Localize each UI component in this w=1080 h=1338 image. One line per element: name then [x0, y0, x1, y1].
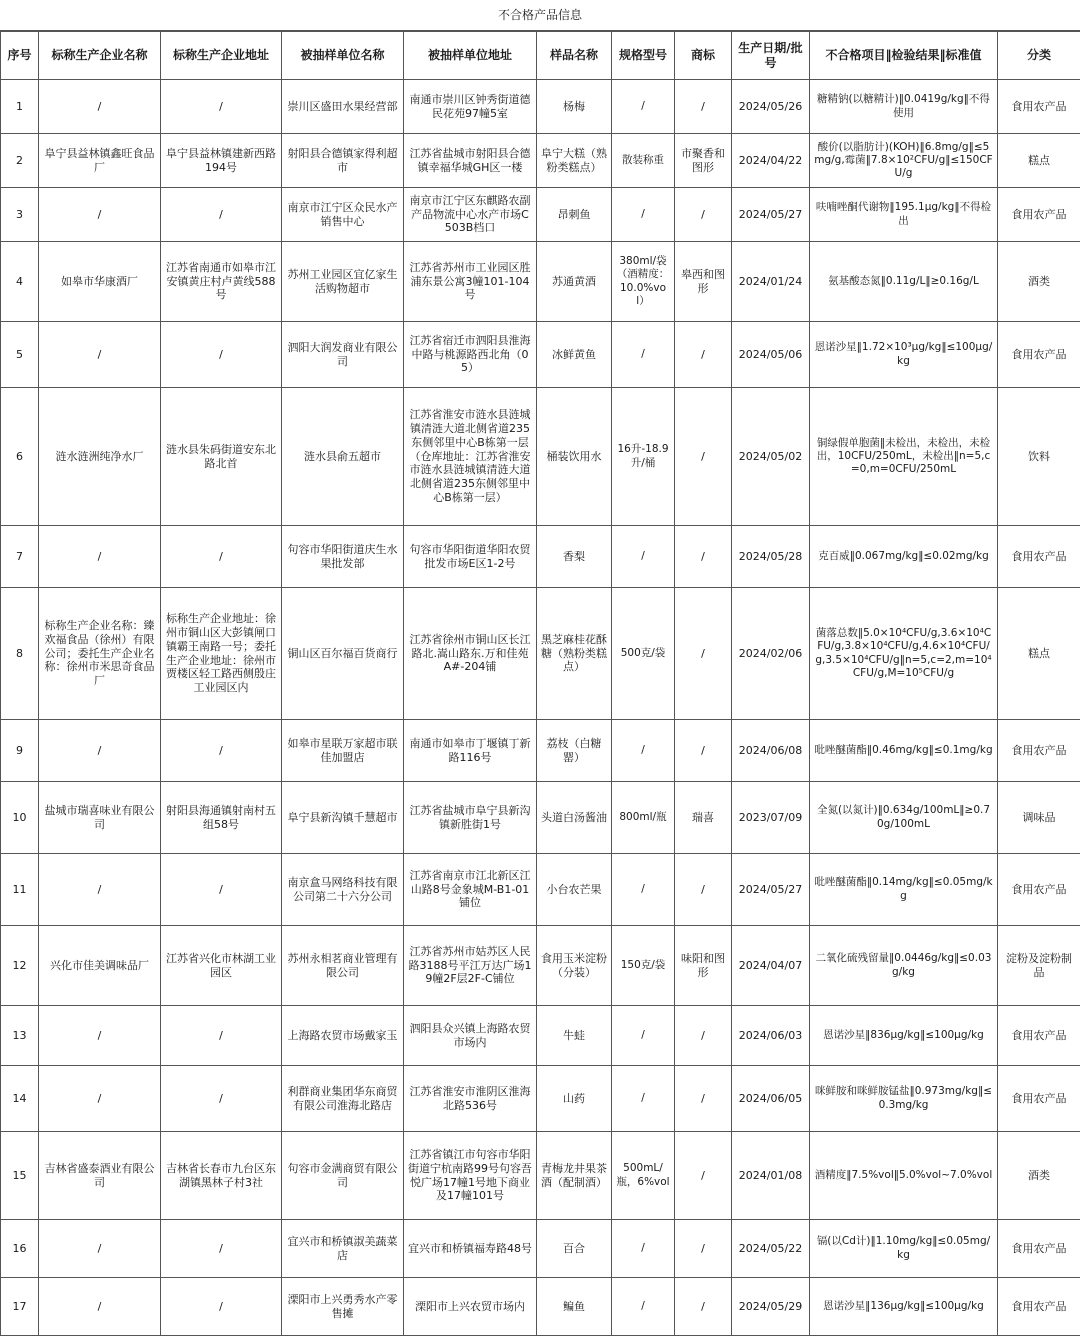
- table-cell: 10: [1, 782, 39, 854]
- table-cell: 涟水县俞五超市: [282, 388, 404, 526]
- table-cell: /: [675, 80, 732, 134]
- table-cell: 铜山区百尔福百货商行: [282, 588, 404, 720]
- col-header: 不合格项目‖检验结果‖标准值: [810, 32, 998, 80]
- table-cell: /: [161, 80, 282, 134]
- table-cell: /: [675, 388, 732, 526]
- table-row: [1, 854, 1080, 926]
- table-cell: /: [39, 80, 161, 134]
- table-cell: 泗阳大润发商业有限公司: [282, 322, 404, 388]
- table-cell: 味阳和图形: [675, 926, 732, 1006]
- table-cell: 2024/05/29: [732, 1278, 810, 1336]
- table-cell: 食用农产品: [998, 80, 1080, 134]
- table-cell: 2024/01/24: [732, 242, 810, 322]
- table-cell: 射阳县海通镇射南村五组58号: [161, 782, 282, 854]
- table-cell: /: [612, 188, 675, 242]
- table-cell: /: [161, 720, 282, 782]
- table-cell: 兴化市佳美调味品厂: [39, 926, 161, 1006]
- table-cell: 句容市华阳街道庆生水果批发部: [282, 526, 404, 588]
- table-cell: 2024/04/22: [732, 134, 810, 188]
- col-header: 生产日期/批号: [732, 32, 810, 80]
- col-header: 被抽样单位名称: [282, 32, 404, 80]
- table-cell: /: [161, 526, 282, 588]
- table-cell: 崇川区盛田水果经营部: [282, 80, 404, 134]
- table-cell: /: [39, 1220, 161, 1278]
- table-cell: 皋西和图形: [675, 242, 732, 322]
- table-cell: 百合: [537, 1220, 612, 1278]
- table-cell: 镉(以Cd计)‖1.10mg/kg‖≤0.05mg/kg: [810, 1220, 998, 1278]
- table-cell: 江苏省南京市江北新区江山路8号金象城M-B1-01铺位: [404, 854, 537, 926]
- table-cell: 12: [1, 926, 39, 1006]
- table-cell: 1: [1, 80, 39, 134]
- table-cell: 2024/05/06: [732, 322, 810, 388]
- table-cell: 氨基酸态氮‖0.11g/L‖≥0.16g/L: [810, 242, 998, 322]
- table-cell: 2024/02/06: [732, 588, 810, 720]
- table-title: 不合格产品信息: [0, 0, 1080, 31]
- table-cell: /: [612, 854, 675, 926]
- table-cell: 句容市金满商贸有限公司: [282, 1132, 404, 1220]
- table-cell: /: [39, 526, 161, 588]
- table-cell: 2024/05/28: [732, 526, 810, 588]
- table-cell: 宜兴市和桥镇福寿路48号: [404, 1220, 537, 1278]
- table-cell: /: [675, 588, 732, 720]
- table-cell: /: [675, 1132, 732, 1220]
- table-cell: 2024/06/08: [732, 720, 810, 782]
- table-cell: /: [39, 720, 161, 782]
- table-cell: 2024/05/27: [732, 188, 810, 242]
- table-cell: /: [161, 322, 282, 388]
- table-cell: 饮料: [998, 388, 1080, 526]
- table-cell: 苏州工业园区宜亿家生活购物超市: [282, 242, 404, 322]
- table-cell: 2024/05/02: [732, 388, 810, 526]
- table-cell: 4: [1, 242, 39, 322]
- table-cell: 6: [1, 388, 39, 526]
- table-cell: /: [675, 1006, 732, 1066]
- table-cell: 江苏省盐城市射阳县合德镇幸福华城GH区一楼: [404, 134, 537, 188]
- table-row: [1, 926, 1080, 1006]
- table-cell: /: [675, 720, 732, 782]
- table-cell: /: [675, 1066, 732, 1132]
- table-cell: 阜宁县益林镇建新西路194号: [161, 134, 282, 188]
- table-cell: 380ml/袋（酒精度：10.0%vol）: [612, 242, 675, 322]
- table-cell: /: [161, 1278, 282, 1336]
- table-cell: 糕点: [998, 588, 1080, 720]
- table-cell: 酸价(以脂肪计)(KOH)‖6.8mg/g‖≤5mg/g,霉菌‖7.8×10²CFU/g‖≤150CFU/g: [810, 134, 998, 188]
- table-cell: 涟水县朱码街道安东北路北首: [161, 388, 282, 526]
- table-cell: 江苏省徐州市铜山区长江路北.嵩山路东.万和佳苑A#-204铺: [404, 588, 537, 720]
- table-cell: /: [39, 854, 161, 926]
- table-cell: 2024/06/05: [732, 1066, 810, 1132]
- table-cell: 山药: [537, 1066, 612, 1132]
- table-cell: 2024/06/03: [732, 1006, 810, 1066]
- table-cell: 2024/05/22: [732, 1220, 810, 1278]
- table-cell: 11: [1, 854, 39, 926]
- table-cell: 15: [1, 1132, 39, 1220]
- table-cell: /: [161, 1006, 282, 1066]
- table-cell: 9: [1, 720, 39, 782]
- table-cell: 食用农产品: [998, 1066, 1080, 1132]
- col-header: 分类: [998, 32, 1080, 80]
- table-cell: 吉林省长春市九台区东湖镇黑林子村3社: [161, 1132, 282, 1220]
- table-cell: 食用农产品: [998, 720, 1080, 782]
- table-cell: 昂刺鱼: [537, 188, 612, 242]
- table-cell: 咪鲜胺和咪鲜胺锰盐‖0.973mg/kg‖≤0.3mg/kg: [810, 1066, 998, 1132]
- table-cell: /: [612, 1278, 675, 1336]
- table-cell: 溧阳市上兴勇秀水产零售摊: [282, 1278, 404, 1336]
- table-cell: 16升-18.9升/桶: [612, 388, 675, 526]
- table-row: [1, 388, 1080, 526]
- table-cell: 江苏省苏州市工业园区胜浦东景公寓3幢101-104号: [404, 242, 537, 322]
- table-cell: 南京市江宁区众民水产销售中心: [282, 188, 404, 242]
- table-cell: /: [39, 188, 161, 242]
- col-header: 标称生产企业地址: [161, 32, 282, 80]
- table-cell: /: [612, 1066, 675, 1132]
- table-cell: 阜宁大糕（熟粉类糕点）: [537, 134, 612, 188]
- table-row: [1, 1006, 1080, 1066]
- table-cell: 2024/05/27: [732, 854, 810, 926]
- table-cell: 句容市华阳街道华阳农贸批发市场E区1-2号: [404, 526, 537, 588]
- table-row: [1, 188, 1080, 242]
- table-cell: 江苏省淮安市淮阴区淮海北路536号: [404, 1066, 537, 1132]
- table-cell: 酒类: [998, 1132, 1080, 1220]
- table-cell: /: [612, 526, 675, 588]
- table-cell: 南通市如皋市丁堰镇丁新路116号: [404, 720, 537, 782]
- table-cell: 江苏省苏州市姑苏区人民路3188号平江万达广场19幢2F层2F-C铺位: [404, 926, 537, 1006]
- table-cell: 上海路农贸市场戴家玉: [282, 1006, 404, 1066]
- table-cell: 恩诺沙星‖836μg/kg‖≤100μg/kg: [810, 1006, 998, 1066]
- table-cell: /: [161, 854, 282, 926]
- table-cell: 南京市江宁区东麒路农副产品物流中心水产市场C503B档口: [404, 188, 537, 242]
- table-row: [1, 1278, 1080, 1336]
- table-cell: 铜绿假单胞菌‖未检出，未检出，未检出，10CFU/250mL，未检出‖n=5,c=0,m=0CFU/250mL: [810, 388, 998, 526]
- table-cell: 黑芝麻桂花酥糖（熟粉类糕点）: [537, 588, 612, 720]
- table-cell: /: [612, 80, 675, 134]
- table-cell: /: [161, 1066, 282, 1132]
- table-cell: 16: [1, 1220, 39, 1278]
- table-row: [1, 322, 1080, 388]
- table-cell: 二氧化硫残留量‖0.0446g/kg‖≤0.03g/kg: [810, 926, 998, 1006]
- table-cell: 食用农产品: [998, 854, 1080, 926]
- table-cell: 射阳县合德镇家得利超市: [282, 134, 404, 188]
- table-cell: 南京盒马网络科技有限公司第二十六分公司: [282, 854, 404, 926]
- table-row: [1, 588, 1080, 720]
- col-header: 序号: [1, 32, 39, 80]
- table-cell: 市聚香和图形: [675, 134, 732, 188]
- table-cell: /: [39, 322, 161, 388]
- table-cell: 2024/04/07: [732, 926, 810, 1006]
- table-cell: 食用农产品: [998, 1220, 1080, 1278]
- table-cell: 淀粉及淀粉制品: [998, 926, 1080, 1006]
- table-cell: 标称生产企业地址：徐州市铜山区大彭镇闸口镇霸王南路一号；委托生产企业地址：徐州市贾楼区轻工路西侧殷庄工业园区内: [161, 588, 282, 720]
- table-cell: 如皋市星联万家超市联佳加盟店: [282, 720, 404, 782]
- table-cell: 吡唑醚菌酯‖0.14mg/kg‖≤0.05mg/kg: [810, 854, 998, 926]
- table-cell: 17: [1, 1278, 39, 1336]
- table-cell: /: [39, 1278, 161, 1336]
- table-cell: 13: [1, 1006, 39, 1066]
- table-cell: /: [612, 1006, 675, 1066]
- table-row: [1, 782, 1080, 854]
- table-cell: 标称生产企业名称：臻欢福食品（徐州）有限公司；委托生产企业名称：徐州市米思奇食品厂: [39, 588, 161, 720]
- table-row: [1, 80, 1080, 134]
- table-cell: /: [39, 1066, 161, 1132]
- table-cell: 500mL/瓶，6%vol: [612, 1132, 675, 1220]
- table-cell: 吡唑醚菌酯‖0.46mg/kg‖≤0.1mg/kg: [810, 720, 998, 782]
- table-cell: 恩诺沙星‖1.72×10³μg/kg‖≤100μg/kg: [810, 322, 998, 388]
- table-cell: /: [675, 1220, 732, 1278]
- table-cell: 宜兴市和桥镇淑美蔬菜店: [282, 1220, 404, 1278]
- table-cell: 头道白汤酱油: [537, 782, 612, 854]
- table-cell: 食用玉米淀粉（分装）: [537, 926, 612, 1006]
- table-cell: 如皋市华康酒厂: [39, 242, 161, 322]
- table-cell: 荔枝（白糖罂）: [537, 720, 612, 782]
- table-cell: 江苏省镇江市句容市华阳街道宁杭南路99号句容吾悦广场17幢1号地下商业及17幢101号: [404, 1132, 537, 1220]
- table-cell: /: [675, 1278, 732, 1336]
- table-cell: /: [675, 854, 732, 926]
- table-cell: 阜宁县新沟镇千慧超市: [282, 782, 404, 854]
- table-cell: 苏通黄酒: [537, 242, 612, 322]
- table-cell: 散装称重: [612, 134, 675, 188]
- table-cell: 江苏省淮安市涟水县涟城镇清涟大道北侧省道235东侧邻里中心B栋第一层（仓库地址：江苏省淮安市涟水县涟城镇清涟大道北侧省道235东侧邻里中心B栋第一层）: [404, 388, 537, 526]
- table-cell: 800ml/瓶: [612, 782, 675, 854]
- table-cell: 盐城市瑞喜味业有限公司: [39, 782, 161, 854]
- table-cell: 江苏省南通市如皋市江安镇黄庄村卢黄线588号: [161, 242, 282, 322]
- table-cell: 瑞喜: [675, 782, 732, 854]
- col-header: 样品名称: [537, 32, 612, 80]
- table-row: [1, 1066, 1080, 1132]
- table-cell: /: [675, 526, 732, 588]
- table-row: [1, 242, 1080, 322]
- table-cell: /: [612, 1220, 675, 1278]
- table-cell: 150克/袋: [612, 926, 675, 1006]
- table-cell: 克百威‖0.067mg/kg‖≤0.02mg/kg: [810, 526, 998, 588]
- table-cell: /: [161, 1220, 282, 1278]
- table-cell: 冰鲜黄鱼: [537, 322, 612, 388]
- nonconforming-products-table: [0, 31, 1080, 1336]
- table-cell: 南通市崇川区钟秀街道德民花苑97幢5室: [404, 80, 537, 134]
- header-row: [1, 32, 1080, 80]
- table-cell: 5: [1, 322, 39, 388]
- table-cell: 食用农产品: [998, 1006, 1080, 1066]
- table-cell: 溧阳市上兴农贸市场内: [404, 1278, 537, 1336]
- table-cell: 涟水涟洲纯净水厂: [39, 388, 161, 526]
- table-cell: 青梅龙井果茶酒（配制酒）: [537, 1132, 612, 1220]
- table-cell: 小台农芒果: [537, 854, 612, 926]
- col-header: 规格型号: [612, 32, 675, 80]
- table-cell: 牛蛙: [537, 1006, 612, 1066]
- table-cell: 14: [1, 1066, 39, 1132]
- table-cell: /: [161, 188, 282, 242]
- table-cell: /: [39, 1006, 161, 1066]
- table-cell: 酒类: [998, 242, 1080, 322]
- table-cell: 2024/05/26: [732, 80, 810, 134]
- table-cell: 菌落总数‖5.0×10⁴CFU/g,3.6×10⁴CFU/g,3.8×10⁴CFU/g,4.6×10⁴CFU/g,3.5×10⁴CFU/g‖n=5,c=2,m=10⁴CFU/g,M=10⁵CFU/g: [810, 588, 998, 720]
- table-cell: 香梨: [537, 526, 612, 588]
- table-cell: 鳊鱼: [537, 1278, 612, 1336]
- table-cell: /: [612, 720, 675, 782]
- table-cell: 江苏省盐城市阜宁县新沟镇新胜街1号: [404, 782, 537, 854]
- col-header: 商标: [675, 32, 732, 80]
- col-header: 被抽样单位地址: [404, 32, 537, 80]
- table-cell: 江苏省兴化市林湖工业园区: [161, 926, 282, 1006]
- table-cell: /: [675, 322, 732, 388]
- table-cell: 食用农产品: [998, 1278, 1080, 1336]
- table-cell: 食用农产品: [998, 322, 1080, 388]
- table-cell: 吉林省盛泰酒业有限公司: [39, 1132, 161, 1220]
- table-cell: 呋喃唑酮代谢物‖195.1μg/kg‖不得检出: [810, 188, 998, 242]
- table-cell: 2023/07/09: [732, 782, 810, 854]
- table-cell: 杨梅: [537, 80, 612, 134]
- table-cell: 500克/袋: [612, 588, 675, 720]
- table-cell: 2: [1, 134, 39, 188]
- table-cell: 7: [1, 526, 39, 588]
- table-cell: 阜宁县益林镇鑫旺食品厂: [39, 134, 161, 188]
- table-cell: 2024/01/08: [732, 1132, 810, 1220]
- table-cell: 糕点: [998, 134, 1080, 188]
- table-cell: 桶装饮用水: [537, 388, 612, 526]
- table-cell: 恩诺沙星‖136μg/kg‖≤100μg/kg: [810, 1278, 998, 1336]
- table-cell: 酒精度‖7.5%vol‖5.0%vol~7.0%vol: [810, 1132, 998, 1220]
- table-cell: 利群商业集团华东商贸有限公司淮海北路店: [282, 1066, 404, 1132]
- table-cell: /: [675, 188, 732, 242]
- table-cell: 江苏省宿迁市泗阳县淮海中路与桃源路西北角（05）: [404, 322, 537, 388]
- table-cell: 泗阳县众兴镇上海路农贸市场内: [404, 1006, 537, 1066]
- table-row: [1, 526, 1080, 588]
- table-cell: 食用农产品: [998, 188, 1080, 242]
- table-row: [1, 1132, 1080, 1220]
- table-cell: 苏州永相茗商业管理有限公司: [282, 926, 404, 1006]
- table-cell: 全氮(以氮计)‖0.634g/100mL‖≥0.70g/100mL: [810, 782, 998, 854]
- table-row: [1, 134, 1080, 188]
- table-cell: 调味品: [998, 782, 1080, 854]
- col-header: 标称生产企业名称: [39, 32, 161, 80]
- table-cell: 8: [1, 588, 39, 720]
- table-cell: 3: [1, 188, 39, 242]
- table-row: [1, 720, 1080, 782]
- table-cell: 食用农产品: [998, 526, 1080, 588]
- table-cell: /: [612, 322, 675, 388]
- table-row: [1, 1220, 1080, 1278]
- table-cell: 糖精钠(以糖精计)‖0.0419g/kg‖不得使用: [810, 80, 998, 134]
